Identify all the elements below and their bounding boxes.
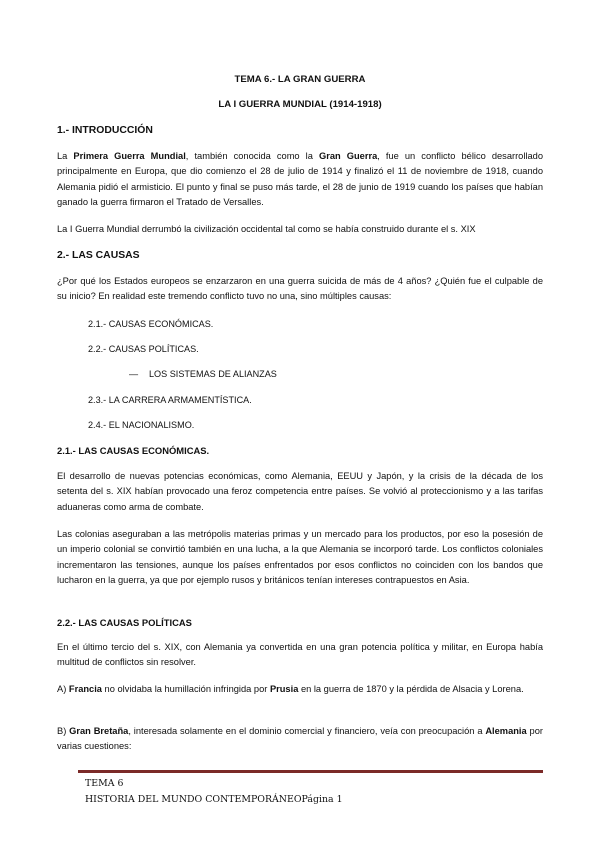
list-item: 2.1.- CAUSAS ECONÓMICAS.: [88, 319, 214, 329]
causes-paragraph: ¿Por qué los Estados europeos se enzarzaron en una guerra suicida de más de 4 años? ¿Quién fue el culpable de su inicio? En realidad este tremendo conflicto tuvo no una, sino múltiples causas:: [57, 276, 543, 302]
term-gran-bretana: Gran Bretaña: [69, 726, 129, 736]
pol-paragraph-b: B) Gran Bretaña, interesada solamente en el dominio comercial y financiero, veía con preocupación a Alemania por varias cuestiones:: [57, 726, 543, 752]
intro-paragraph-1: La Primera Guerra Mundial, también conocida como la Gran Guerra, fue un conflicto bélico desarrollado principalmente en Europa, que dio comienzo el 28 de julio de 1914 y finalizó el 11 de noviembre de 1918, cuando Alemania pidió el armisticio. El punto y final se puso más tarde, el 28 de junio de 1919 cuando los países que habían ganado la guerra firmaron el Tratado de Versalles.: [57, 151, 543, 207]
list-item: 2.4.- EL NACIONALISMO.: [88, 420, 195, 430]
econ-paragraph-2: Las colonias aseguraban a las metrópolis materias primas y un mercado para los productos, por eso la posesión de un imperio colonial se convirtió también en una lucha, a la que Alemania se incorporó tarde. Los conflictos coloniales incrementaron las tensiones, aunque los países enfrentados por esos conflictos no coinciden con los bandos que lucharon en la guerra, ya que por ejemplo rusos y británicos tenían intereses contrapuestos en Asia.: [57, 529, 543, 585]
footer-line-2: HISTORIA DEL MUNDO CONTEMPORÁNEOPágina 1: [85, 794, 343, 805]
pol-paragraph-a: A) Francia no olvidaba la humillación infringida por Prusia en la guerra de 1870 y la pérdida de Alsacia y Lorena.: [57, 684, 524, 694]
intro-paragraph-2: La I Guerra Mundial derrumbó la civilización occidental tal como se había construido durante el s. XIX: [57, 224, 476, 234]
sublist-dash: —: [129, 369, 139, 379]
intro-heading: 1.- INTRODUCCIÓN: [57, 125, 153, 136]
econ-paragraph-1: El desarrollo de nuevas potencias económicas, como Alemania, EEUU y Japón, y la crisis de la década de los setenta del s. XIX habían provocado una feroz competencia entre países. Se volvió al proteccionismo y a las tarifas aduaneras como arma de combate.: [57, 471, 543, 512]
document-title: TEMA 6.- LA GRAN GUERRA: [234, 74, 366, 85]
list-item: 2.2.- CAUSAS POLÍTICAS.: [88, 344, 199, 354]
term-alemania: Alemania: [485, 726, 527, 736]
document-subtitle: LA I GUERRA MUNDIAL (1914-1918): [218, 99, 382, 110]
pol-paragraph-1: En el último tercio del s. XIX, con Alemania ya convertida en una gran potencia política y militar, en Europa había multitud de conflictos sin resolver.: [57, 642, 543, 668]
footer-rule: [78, 770, 543, 773]
causes-heading: 2.- LAS CAUSAS: [57, 250, 140, 261]
econ-heading: 2.1.- LAS CAUSAS ECONÓMICAS.: [57, 445, 210, 456]
term-primera-guerra: Primera Guerra Mundial: [73, 151, 186, 161]
term-prusia: Prusia: [269, 684, 299, 694]
term-gran-guerra: Gran Guerra: [318, 151, 378, 161]
footer-line-1: TEMA 6: [85, 778, 124, 789]
list-item: 2.3.- LA CARRERA ARMAMENTÍSTICA.: [88, 395, 252, 405]
pol-heading: 2.2.- LAS CAUSAS POLÍTICAS: [57, 617, 192, 628]
sublist-item: LOS SISTEMAS DE ALIANZAS: [149, 369, 277, 379]
term-francia: Francia: [68, 684, 102, 694]
